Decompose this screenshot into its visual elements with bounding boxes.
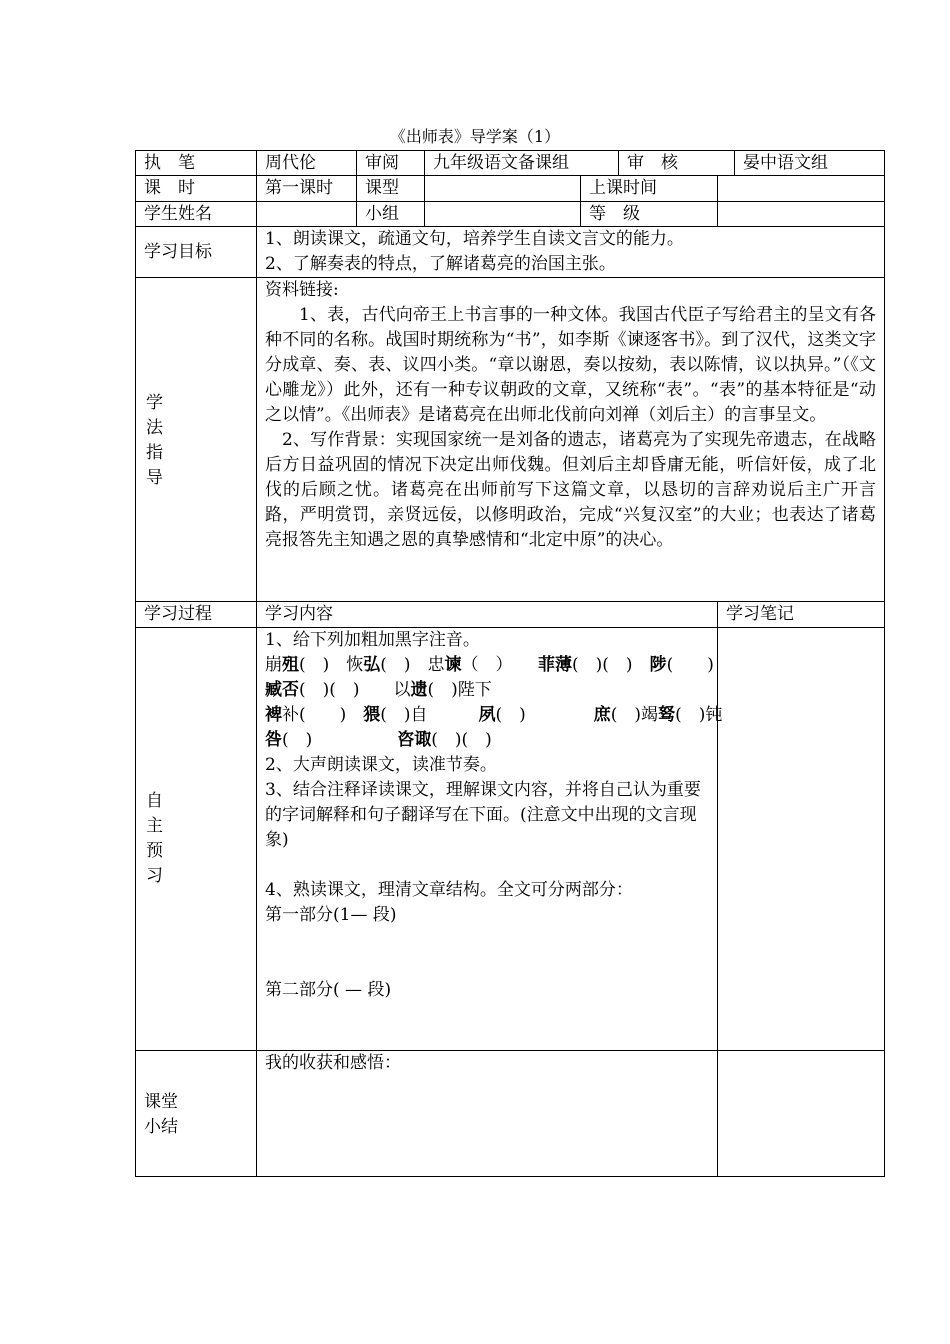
summary-label-line: 课堂 bbox=[144, 1092, 178, 1112]
guide-heading: 资料链接: bbox=[265, 280, 339, 300]
table-border bbox=[135, 150, 136, 1177]
question-4: 4、熟读课文，理清文章结构。全文可分两部分： bbox=[265, 880, 633, 900]
guide-label-char: 指 bbox=[146, 443, 163, 463]
guide-label-char: 导 bbox=[146, 468, 163, 488]
pinyin-blank[interactable]: ( )( ) bbox=[572, 655, 650, 675]
target-character: 咎 bbox=[265, 730, 282, 750]
header-label-lesson-type: 课型 bbox=[365, 178, 399, 198]
target-character: 遗 bbox=[410, 680, 428, 700]
goal-item: 2、了解奏表的特点，了解诸葛亮的治国主张。 bbox=[265, 254, 616, 274]
pinyin-blank[interactable]: ( ) 忠 bbox=[380, 655, 445, 675]
document-title: 《出师表》导学案（1） bbox=[389, 127, 561, 146]
header-label-reviewer: 审阅 bbox=[365, 153, 399, 173]
target-character: 驽 bbox=[658, 705, 676, 725]
question-3: 3、结合注释译读课文，理解课文内容，并将自己认为重要的字词解释和句子翻译写在下面。(注意文中出现的文言现象) bbox=[265, 780, 701, 850]
target-character: 殂 bbox=[282, 655, 299, 675]
header-value-approver: 晏中语文组 bbox=[743, 153, 828, 173]
pinyin-blank[interactable]: ( ) bbox=[666, 655, 714, 675]
target-character: 陟 bbox=[649, 655, 667, 675]
header-label-author: 执 笔 bbox=[144, 153, 195, 173]
pinyin-line bbox=[265, 653, 714, 678]
header-label-grade: 等 级 bbox=[589, 204, 640, 224]
header-value-group[interactable] bbox=[425, 202, 580, 226]
pinyin-exercise bbox=[265, 653, 723, 753]
guide-paragraph: 1、表，古代向帝王上书言事的一种文体。我国古代臣子写给君主的呈文有各种不同的名称。战国时期统称为“书”，如李斯《谏逐客书》。到了汉代，这类文字分成章、奏、表、议四小类。“章以谢恩，奏以按劾，表以陈情，议以执异。”（《文心雕龙》）此外，还有一种专议朝政的文章，又统称“表”。“表”的基本特征是“动之以情”。《出师表》是诸葛亮在出师北伐前向刘禅（刘后主）的言事呈文。 bbox=[265, 305, 876, 425]
header-value-student-name[interactable] bbox=[257, 202, 356, 226]
summary-label-line: 小结 bbox=[144, 1117, 178, 1137]
target-character: 猥 bbox=[363, 705, 381, 725]
pinyin-blank[interactable]: 补( ) bbox=[282, 705, 364, 725]
header-label-period: 课 时 bbox=[144, 178, 195, 198]
pinyin-line bbox=[265, 703, 723, 728]
target-character: 咨诹 bbox=[397, 730, 432, 750]
pinyin-blank[interactable]: ( )( ) 以 bbox=[299, 680, 411, 700]
header-label-approver: 审 核 bbox=[627, 153, 678, 173]
process-col-notes: 学习笔记 bbox=[726, 604, 794, 624]
table-border bbox=[135, 1176, 885, 1177]
target-character: 庶 bbox=[593, 705, 611, 725]
self-study-label-char: 预 bbox=[146, 841, 163, 861]
self-study-notes[interactable] bbox=[718, 628, 884, 1050]
pinyin-blank[interactable]: ( ) bbox=[495, 705, 594, 725]
process-col-content: 学习内容 bbox=[265, 604, 333, 624]
self-study-label-char: 习 bbox=[146, 866, 163, 886]
header-value-period: 第一课时 bbox=[265, 178, 333, 198]
self-study-label bbox=[146, 789, 176, 889]
process-col-label: 学习过程 bbox=[144, 604, 212, 624]
pinyin-blank[interactable]: ( )( ) bbox=[431, 730, 492, 750]
guide-label-char: 法 bbox=[146, 418, 163, 438]
target-character: 夙 bbox=[478, 705, 496, 725]
pinyin-blank[interactable]: ( )自 bbox=[380, 705, 479, 725]
self-study-label-char: 主 bbox=[146, 816, 163, 836]
self-study-content bbox=[257, 628, 723, 1003]
pinyin-blank[interactable]: ( )竭 bbox=[610, 705, 659, 725]
summary-notes[interactable] bbox=[718, 1051, 884, 1176]
goals-content bbox=[257, 227, 884, 277]
guide-label-char: 学 bbox=[146, 393, 163, 413]
guide-content bbox=[257, 278, 884, 553]
table-border bbox=[884, 150, 885, 1177]
header-label-group: 小组 bbox=[365, 204, 399, 224]
pinyin-blank[interactable]: （ ） bbox=[461, 655, 539, 675]
structure-part-1[interactable]: 第一部分(1— 段) bbox=[265, 905, 397, 925]
summary-content[interactable] bbox=[257, 1051, 717, 1176]
pinyin-blank[interactable]: ( ) bbox=[282, 730, 398, 750]
summary-prompt: 我的收获和感悟： bbox=[265, 1053, 401, 1073]
goals-label: 学习目标 bbox=[144, 242, 212, 262]
target-character: 谏 bbox=[444, 655, 462, 675]
self-study-label-char: 自 bbox=[146, 791, 163, 811]
pinyin-blank[interactable]: ( )钝 bbox=[675, 705, 723, 725]
target-character: 弘 bbox=[363, 655, 381, 675]
question-1: 1、给下列加粗加黑字注音。 bbox=[265, 630, 480, 650]
summary-label bbox=[136, 1090, 256, 1140]
target-character: 裨 bbox=[265, 705, 282, 725]
pinyin-blank[interactable]: ( )陛下 bbox=[427, 680, 492, 700]
pinyin-blank[interactable]: ( ) 恢 bbox=[299, 655, 364, 675]
header-value-lesson-type[interactable] bbox=[425, 176, 580, 201]
header-value-grade[interactable] bbox=[718, 202, 884, 226]
pinyin-line bbox=[265, 678, 709, 703]
header-label-student-name: 学生姓名 bbox=[144, 204, 212, 224]
goal-item: 1、朗读课文，疏通文句，培养学生自读文言文的能力。 bbox=[265, 229, 684, 249]
guide-paragraph: 2、写作背景：实现国家统一是刘备的遗志，诸葛亮为了实现先帝遗志，在战略后方日益巩固的情况下决定出师伐魏。但刘后主却昏庸无能，听信奸佞，成了北伐的后顾之忧。诸葛亮在出师前写下这篇文章，以恳切的言辞劝说后主广开言路，严明赏罚，亲贤远佞，以修明政治，完成“兴复汉室”的大业；也表达了诸葛亮报答先主知遇之恩的真挚感情和“北定中原”的决心。 bbox=[265, 430, 876, 550]
header-label-class-time: 上课时间 bbox=[589, 178, 657, 198]
header-value-author: 周代伦 bbox=[265, 153, 316, 173]
guide-label bbox=[146, 391, 176, 491]
question-2: 2、大声朗读课文，读准节奏。 bbox=[265, 755, 497, 775]
target-character: 菲薄 bbox=[538, 655, 573, 675]
pinyin-line bbox=[265, 728, 709, 753]
header-value-reviewer: 九年级语文备课组 bbox=[433, 153, 569, 173]
header-value-class-time[interactable] bbox=[718, 176, 884, 201]
pinyin-blank[interactable]: 崩 bbox=[265, 655, 282, 675]
structure-part-2[interactable]: 第二部分( — 段) bbox=[265, 980, 392, 1000]
target-character: 臧否 bbox=[265, 680, 299, 700]
